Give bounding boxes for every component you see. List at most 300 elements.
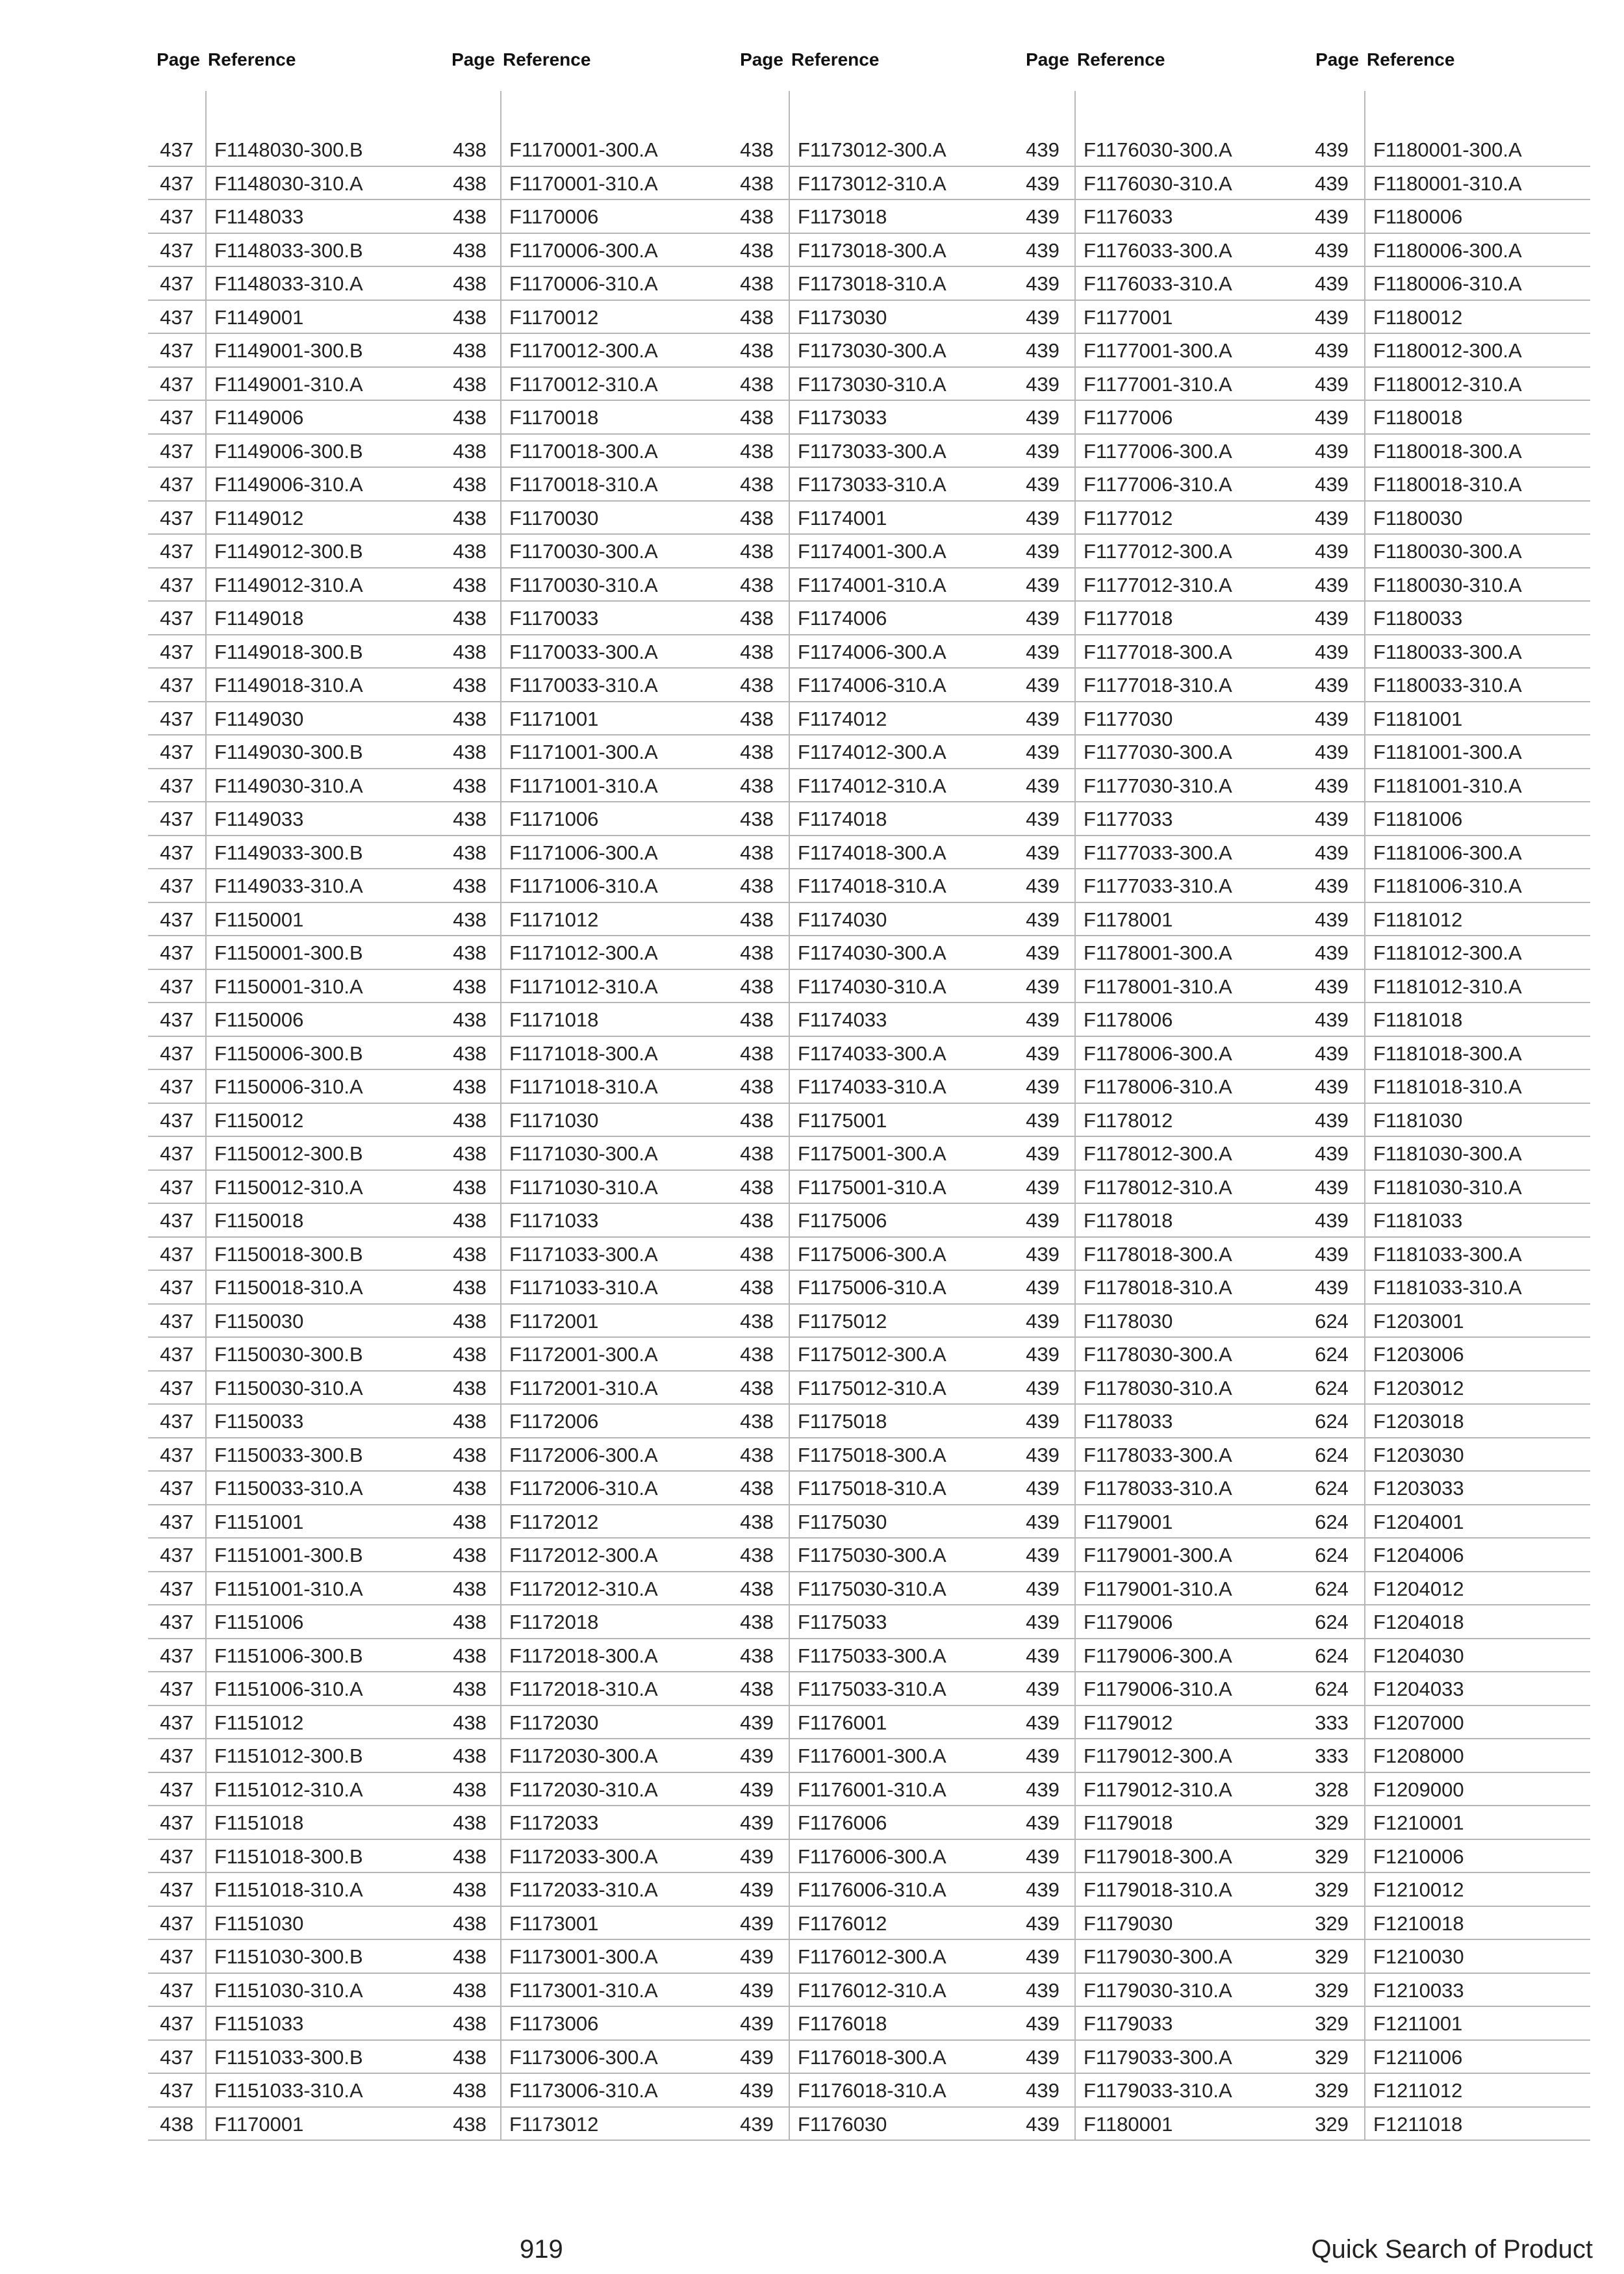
table-row	[148, 1204, 439, 1238]
page-cell: 437	[160, 1209, 194, 1232]
reference-cell: F1176006-300.A	[798, 1845, 946, 1868]
page-cell: 439	[1026, 1678, 1059, 1700]
table-row	[1011, 1037, 1299, 1071]
page-cell: 439	[1026, 808, 1059, 830]
reference-cell: F1177001-300.A	[1084, 339, 1232, 362]
page-cell: 438	[740, 305, 774, 329]
reference-cell: F1170006	[509, 205, 599, 228]
page-cell: 437	[160, 406, 194, 429]
page-cell: 438	[740, 1276, 774, 1299]
page-cell: 438	[453, 1309, 487, 1333]
page-cell: 437	[160, 1778, 194, 1801]
reference-cell: F1177006-310.A	[1084, 473, 1232, 496]
table-row	[148, 1806, 439, 1840]
table-row	[439, 1505, 725, 1539]
table-row	[439, 1706, 725, 1740]
table-row	[148, 1706, 439, 1740]
reference-cell: F1149006-300.B	[214, 439, 363, 463]
table-row	[148, 1639, 439, 1673]
reference-cell: F1170001-300.A	[509, 138, 658, 161]
table-row	[725, 769, 1011, 803]
table-row	[1299, 1974, 1590, 2008]
reference-cell: F1179033-300.A	[1084, 2045, 1232, 2069]
reference-cell: F1170018-310.A	[509, 473, 658, 496]
page-cell: 439	[1026, 1108, 1059, 1132]
reference-cell: F1179006-310.A	[1084, 1678, 1232, 1700]
page-cell: 438	[453, 172, 487, 195]
page-cell: 437	[160, 2045, 194, 2069]
page-cell: 438	[740, 1142, 774, 1165]
table-row	[1299, 234, 1590, 268]
reference-cell: F1180018	[1373, 406, 1463, 429]
table-row	[439, 267, 725, 301]
table-row	[1299, 1171, 1590, 1205]
page-cell: 438	[453, 975, 487, 998]
reference-cell: F1177012-310.A	[1084, 573, 1232, 596]
reference-cell: F1204030	[1373, 1644, 1464, 1667]
table-row	[1011, 502, 1299, 535]
page-cell: 437	[160, 1175, 194, 1199]
page-cell: 438	[740, 272, 774, 295]
table-row	[439, 1605, 725, 1639]
table-row	[1299, 1539, 1590, 1572]
table-row	[439, 1070, 725, 1104]
reference-cell: F1178001-310.A	[1084, 975, 1232, 998]
page-cell: 328	[1315, 1778, 1349, 1801]
reference-cell: F1174018-310.A	[798, 875, 946, 897]
reference-cell: F1179030	[1084, 1911, 1173, 1935]
reference-cell: F1207000	[1373, 1711, 1464, 1734]
page-header: Page	[740, 49, 783, 70]
table-row	[725, 1840, 1011, 1874]
page-cell: 439	[1315, 339, 1349, 362]
table-row	[1011, 1003, 1299, 1037]
table-row	[1011, 2041, 1299, 2075]
reference-cell: F1172006-310.A	[509, 1477, 658, 1500]
reference-cell: F1181018	[1373, 1008, 1463, 1031]
reference-cell: F1150012-310.A	[214, 1175, 363, 1199]
page-cell: 439	[1315, 1242, 1349, 1266]
reference-cell: F1150012	[214, 1108, 304, 1132]
table-row	[725, 1873, 1011, 1907]
page-cell: 437	[160, 640, 194, 663]
reference-cell: F1150033	[214, 1410, 304, 1433]
table-row	[439, 435, 725, 468]
reference-cell: F1150001-310.A	[214, 975, 363, 998]
reference-cell: F1149030-310.A	[214, 774, 363, 797]
table-row	[1299, 1305, 1590, 1338]
page-cell: 438	[740, 540, 774, 563]
page-cell: 439	[1315, 1041, 1349, 1065]
table-row	[725, 568, 1011, 602]
table-row	[1011, 1271, 1299, 1305]
page-cell: 437	[160, 1678, 194, 1700]
reference-cell: F1173018-300.A	[798, 238, 946, 262]
page-cell: 439	[1026, 607, 1059, 630]
table-row	[439, 735, 725, 769]
reference-cell: F1179030-310.A	[1084, 1978, 1232, 2002]
page-cell: 437	[160, 1343, 194, 1366]
page-cell: 438	[453, 2045, 487, 2069]
page-cell: 439	[1026, 1276, 1059, 1299]
reference-cell: F1209000	[1373, 1778, 1464, 1801]
table-row	[439, 2108, 725, 2141]
page-cell: 439	[1315, 172, 1349, 195]
page-cell: 439	[1026, 674, 1059, 696]
reference-cell: F1177018-300.A	[1084, 640, 1232, 663]
page-cell: 438	[453, 1510, 487, 1533]
table-row	[725, 702, 1011, 736]
table-row	[148, 1137, 439, 1171]
table-row	[725, 1104, 1011, 1138]
page-cell: 439	[740, 1845, 774, 1868]
reference-cell: F1173018	[798, 205, 887, 228]
page-cell: 439	[1026, 540, 1059, 563]
table-row	[439, 334, 725, 368]
column-header	[725, 47, 1011, 73]
page-cell: 439	[1026, 1041, 1059, 1065]
table-row	[725, 970, 1011, 1004]
table-row	[725, 1605, 1011, 1639]
reference-cell: F1172006	[509, 1410, 599, 1433]
reference-cell: F1210006	[1373, 1845, 1464, 1868]
reference-cell: F1174012-310.A	[798, 774, 946, 797]
table-row	[148, 1171, 439, 1205]
table-row	[439, 502, 725, 535]
page-cell: 438	[453, 1978, 487, 2002]
reference-cell: F1171033-310.A	[509, 1276, 658, 1299]
reference-cell: F1180030-300.A	[1373, 540, 1522, 563]
reference-cell: F1178030-310.A	[1084, 1376, 1232, 1399]
reference-cell: F1203012	[1373, 1376, 1464, 1399]
reference-cell: F1151006	[214, 1611, 304, 1633]
page-cell: 437	[160, 372, 194, 396]
table-row	[1011, 1873, 1299, 1907]
table-row	[725, 1003, 1011, 1037]
table-row	[148, 568, 439, 602]
reference-cell: F1178006-300.A	[1084, 1041, 1232, 1065]
table-row	[1299, 903, 1590, 937]
table-row	[725, 502, 1011, 535]
reference-cell: F1170012	[509, 305, 599, 329]
page-cell: 437	[160, 1978, 194, 2002]
table-row	[148, 1271, 439, 1305]
table-row	[148, 1505, 439, 1539]
page-cell: 439	[740, 2012, 774, 2035]
table-row	[148, 669, 439, 702]
table-row	[1011, 702, 1299, 736]
table-row	[1011, 1639, 1299, 1673]
reference-cell: F1174006	[798, 607, 887, 630]
table-row	[725, 936, 1011, 970]
reference-cell: F1178006	[1084, 1008, 1173, 1031]
reference-cell: F1210033	[1373, 1978, 1464, 2002]
reference-cell: F1171001-300.A	[509, 741, 658, 763]
reference-cell: F1174006-310.A	[798, 674, 946, 696]
page-cell: 624	[1315, 1678, 1349, 1700]
page-cell: 438	[453, 573, 487, 596]
reference-cell: F1171018-300.A	[509, 1041, 658, 1065]
reference-cell: F1174012-300.A	[798, 741, 946, 763]
page-cell: 439	[1026, 1008, 1059, 1031]
page-cell: 437	[160, 1376, 194, 1399]
reference-cell: F1181033	[1373, 1209, 1463, 1232]
reference-cell: F1149012-310.A	[214, 573, 363, 596]
table-row	[439, 1739, 725, 1773]
table-row	[148, 234, 439, 268]
page-cell: 439	[1026, 1945, 1059, 1968]
table-row	[725, 535, 1011, 568]
reference-cell: F1179012-300.A	[1084, 1744, 1232, 1767]
table-row	[148, 602, 439, 635]
table-row	[1299, 435, 1590, 468]
page-cell: 439	[1315, 406, 1349, 429]
page-cell: 439	[1026, 1175, 1059, 1199]
reference-cell: F1177018-310.A	[1084, 674, 1232, 696]
page-cell: 438	[453, 406, 487, 429]
page-cell: 438	[740, 1108, 774, 1132]
reference-cell: F1179018-300.A	[1084, 1845, 1232, 1868]
table-row	[1299, 1639, 1590, 1673]
reference-cell: F1177018	[1084, 607, 1173, 630]
table-row	[1011, 1438, 1299, 1472]
reference-cell: F1178001	[1084, 908, 1173, 931]
page-cell: 438	[740, 707, 774, 730]
table-row	[148, 1070, 439, 1104]
reference-cell: F1177030-310.A	[1084, 774, 1232, 797]
reference-cell: F1176006	[798, 1811, 887, 1834]
table-row	[725, 1706, 1011, 1740]
reference-cell: F1180001-310.A	[1373, 172, 1522, 195]
table-row	[148, 869, 439, 903]
page-cell: 437	[160, 908, 194, 931]
page-cell: 439	[1315, 1175, 1349, 1199]
page-cell: 439	[1315, 372, 1349, 396]
reference-cell: F1177001-310.A	[1084, 372, 1232, 396]
reference-cell: F1173001-300.A	[509, 1945, 658, 1968]
page-cell: 438	[453, 205, 487, 228]
page-cell: 439	[1026, 1911, 1059, 1935]
reference-cell: F1177033	[1084, 808, 1173, 830]
page-cell: 437	[160, 2079, 194, 2102]
page-cell: 437	[160, 607, 194, 630]
table-row	[439, 133, 725, 167]
table-row	[439, 836, 725, 870]
page-cell: 439	[1026, 1811, 1059, 1834]
table-row	[1299, 869, 1590, 903]
reference-cell: F1181006-310.A	[1373, 875, 1522, 897]
table-row	[148, 468, 439, 502]
page-cell: 437	[160, 1911, 194, 1935]
page-cell: 329	[1315, 1945, 1349, 1968]
page-cell: 438	[453, 1544, 487, 1566]
table-row	[1299, 2108, 1590, 2141]
table-row	[439, 535, 725, 568]
table-row	[1011, 1238, 1299, 1271]
reference-cell: F1172001	[509, 1309, 599, 1333]
reference-cell: F1178018-300.A	[1084, 1242, 1232, 1266]
reference-cell: F1151018	[214, 1811, 304, 1834]
table-row	[725, 2074, 1011, 2108]
reference-cell: F1179030-300.A	[1084, 1945, 1232, 1968]
reference-cell: F1150033-300.B	[214, 1443, 363, 1466]
page-cell: 439	[1026, 138, 1059, 161]
page-cell: 439	[1315, 941, 1349, 964]
reference-cell: F1148033-300.B	[214, 238, 363, 262]
reference-cell: F1171006	[509, 808, 599, 830]
page-cell: 439	[1026, 473, 1059, 496]
reference-cell: F1151006-310.A	[214, 1678, 363, 1700]
table-row	[1299, 802, 1590, 836]
reference-cell: F1175012	[798, 1309, 887, 1333]
table-row	[1299, 1372, 1590, 1405]
page-cell: 439	[1026, 2045, 1059, 2069]
table-row	[1299, 735, 1590, 769]
reference-cell: F1203006	[1373, 1343, 1464, 1366]
reference-cell: F1173001	[509, 1911, 599, 1935]
table-row	[439, 1338, 725, 1372]
page-cell: 439	[1315, 540, 1349, 563]
table-row	[1299, 1204, 1590, 1238]
reference-cell: F1174012	[798, 707, 887, 730]
page-cell: 329	[1315, 2112, 1349, 2136]
reference-cell: F1151001	[214, 1510, 304, 1533]
table-row	[439, 167, 725, 201]
reference-cell: F1151001-310.A	[214, 1577, 363, 1600]
table-row	[148, 1672, 439, 1706]
page-cell: 437	[160, 1008, 194, 1031]
page-cell: 437	[160, 473, 194, 496]
table-row	[439, 468, 725, 502]
table-row	[439, 1539, 725, 1572]
page-cell: 438	[453, 1343, 487, 1366]
table-row	[148, 1873, 439, 1907]
reference-cell: F1181012-310.A	[1373, 975, 1522, 998]
reference-cell: F1181001-300.A	[1373, 741, 1522, 763]
table-row	[1299, 334, 1590, 368]
reference-cell: F1151018-310.A	[214, 1878, 363, 1901]
reference-cell: F1179001-310.A	[1084, 1577, 1232, 1600]
table-row	[725, 1271, 1011, 1305]
page-cell: 439	[1315, 841, 1349, 864]
reference-cell: F1179033	[1084, 2012, 1173, 2035]
table-row	[1299, 970, 1590, 1004]
table-row	[725, 1806, 1011, 1840]
page-cell: 438	[740, 406, 774, 429]
page-cell: 438	[453, 1242, 487, 1266]
page-cell: 438	[453, 741, 487, 763]
page-cell: 437	[160, 1309, 194, 1333]
table-row	[1299, 1271, 1590, 1305]
reference-cell: F1176012	[798, 1911, 887, 1935]
table-row	[1299, 568, 1590, 602]
table-row	[148, 635, 439, 669]
table-row	[1011, 869, 1299, 903]
page-cell: 438	[453, 1108, 487, 1132]
reference-cell: F1173030-300.A	[798, 339, 946, 362]
table-row	[439, 2074, 725, 2108]
reference-cell: F1151030	[214, 1911, 304, 1935]
reference-cell: F1175018-300.A	[798, 1443, 946, 1466]
table-row	[439, 568, 725, 602]
reference-cell: F1174030	[798, 908, 887, 931]
reference-cell: F1173012-310.A	[798, 172, 946, 195]
page-cell: 438	[453, 1410, 487, 1433]
table-row	[1011, 435, 1299, 468]
reference-cell: F1150030	[214, 1309, 304, 1333]
reference-cell: F1210012	[1373, 1878, 1464, 1901]
reference-cell: F1181033-310.A	[1373, 1276, 1522, 1299]
reference-cell: F1179033-310.A	[1084, 2079, 1232, 2102]
reference-cell: F1210001	[1373, 1811, 1464, 1834]
table-row	[148, 903, 439, 937]
table-row	[725, 1070, 1011, 1104]
reference-cell: F1175001-300.A	[798, 1142, 946, 1165]
table-row	[1011, 133, 1299, 167]
page-cell: 438	[453, 305, 487, 329]
page-cell: 439	[740, 1811, 774, 1834]
reference-cell: F1180030-310.A	[1373, 573, 1522, 596]
page-cell: 439	[1026, 305, 1059, 329]
table-row	[148, 1739, 439, 1773]
table-row	[439, 1104, 725, 1138]
reference-cell: F1211018	[1373, 2112, 1463, 2136]
reference-cell: F1171006-300.A	[509, 841, 658, 864]
reference-cell: F1149006-310.A	[214, 473, 363, 496]
table-row	[725, 1037, 1011, 1071]
table-row	[725, 836, 1011, 870]
reference-cell: F1173030-310.A	[798, 372, 946, 396]
reference-cell: F1173033-310.A	[798, 473, 946, 496]
reference-cell: F1170012-310.A	[509, 372, 658, 396]
table-row	[725, 368, 1011, 402]
page-cell: 329	[1315, 1911, 1349, 1935]
page-cell: 439	[1026, 1644, 1059, 1667]
page-cell: 438	[453, 238, 487, 262]
table-row	[148, 836, 439, 870]
page-cell: 438	[453, 2112, 487, 2136]
reference-cell: F1151030-310.A	[214, 1978, 363, 2002]
reference-cell: F1172030-300.A	[509, 1744, 658, 1767]
reference-cell: F1178012-300.A	[1084, 1142, 1232, 1165]
table-row	[1011, 1137, 1299, 1171]
table-row	[725, 2108, 1011, 2141]
page-cell: 438	[740, 908, 774, 931]
reference-header: Reference	[1367, 49, 1455, 70]
table-row	[1011, 200, 1299, 234]
page-cell: 439	[1026, 1075, 1059, 1098]
reference-cell: F1181018-300.A	[1373, 1041, 1522, 1065]
page-cell: 438	[740, 1477, 774, 1500]
table-row	[148, 1003, 439, 1037]
table-row	[148, 1338, 439, 1372]
page-cell: 439	[1026, 841, 1059, 864]
page-cell: 439	[1026, 1376, 1059, 1399]
reference-cell: F1203030	[1373, 1443, 1464, 1466]
page-cell: 438	[453, 1276, 487, 1299]
reference-cell: F1175012-310.A	[798, 1376, 946, 1399]
table-row	[1299, 267, 1590, 301]
reference-cell: F1177006	[1084, 406, 1173, 429]
page-cell: 624	[1315, 1343, 1349, 1366]
table-row	[1299, 1003, 1590, 1037]
table-row	[148, 1907, 439, 1941]
reference-cell: F1170033-300.A	[509, 640, 658, 663]
table-row	[1011, 1505, 1299, 1539]
page-cell: 437	[160, 707, 194, 730]
reference-cell: F1171001-310.A	[509, 774, 658, 797]
page-cell: 437	[160, 1544, 194, 1566]
